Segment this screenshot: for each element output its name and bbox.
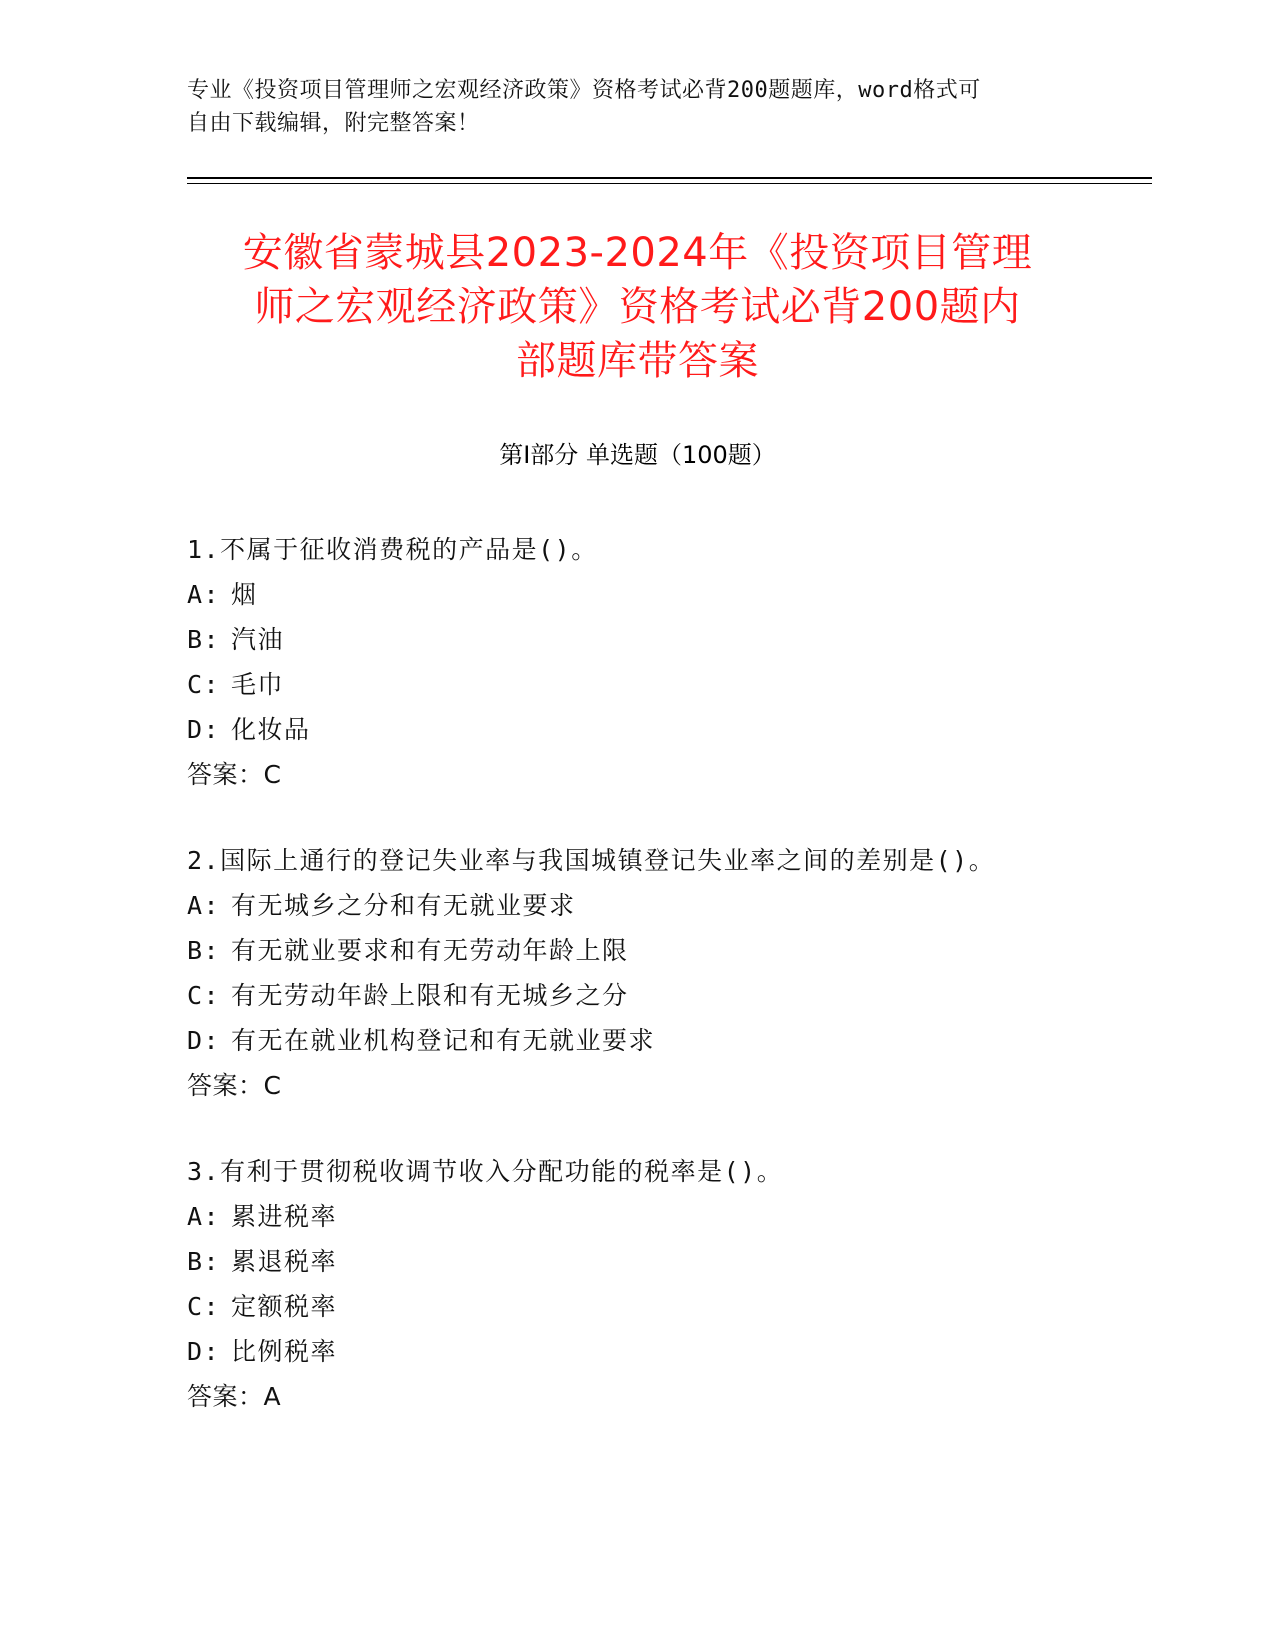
option-d — [187, 1018, 1147, 1063]
option-text: 比例税率 — [231, 1337, 338, 1366]
option-text: 累退税率 — [231, 1247, 338, 1276]
option-letter: D: — [187, 1026, 221, 1055]
option-b — [187, 1239, 1147, 1284]
option-letter: A: — [187, 580, 221, 609]
question-stem: 2.国际上通行的登记失业率与我国城镇登记失业率之间的差别是()。 — [187, 846, 996, 875]
option-b — [187, 617, 1147, 662]
header-divider-thin — [187, 183, 1152, 184]
option-letter: B: — [187, 1247, 221, 1276]
option-letter: C: — [187, 981, 221, 1010]
title-line-2: 师之宏观经济政策》资格考试必背200题内 — [254, 284, 1021, 330]
option-letter: A: — [187, 1202, 221, 1231]
header-note-line-2: 自由下载编辑，附完整答案！ — [187, 111, 480, 136]
option-letter: C: — [187, 1292, 221, 1321]
option-c — [187, 1284, 1147, 1329]
option-a — [187, 883, 1147, 928]
option-letter: D: — [187, 1337, 221, 1366]
option-letter: C: — [187, 670, 221, 699]
option-letter: D: — [187, 715, 221, 744]
section-heading: 第Ⅰ部分 单选题（100题） — [499, 441, 776, 469]
option-a — [187, 572, 1147, 617]
answer-line: 答案：C — [187, 1071, 282, 1100]
question-list — [187, 527, 1147, 1460]
question-stem: 1.不属于征收消费税的产品是()。 — [187, 535, 598, 564]
option-d — [187, 707, 1147, 752]
question-stem: 3.有利于贯彻税收调节收入分配功能的税率是()。 — [187, 1157, 784, 1186]
header-divider-thick — [187, 177, 1152, 179]
option-text: 有无在就业机构登记和有无就业要求 — [231, 1026, 656, 1055]
option-d — [187, 1329, 1147, 1374]
option-b — [187, 928, 1147, 973]
option-letter: B: — [187, 625, 221, 654]
option-text: 定额税率 — [231, 1292, 338, 1321]
option-letter: B: — [187, 936, 221, 965]
option-text: 汽油 — [231, 625, 285, 654]
option-text: 累进税率 — [231, 1202, 338, 1231]
question-2 — [187, 838, 1147, 1108]
question-3 — [187, 1149, 1147, 1419]
answer-line: 答案：A — [187, 1382, 282, 1411]
option-letter: A: — [187, 891, 221, 920]
document-header-note — [187, 74, 1067, 140]
option-text: 毛巾 — [231, 670, 285, 699]
title-line-3: 部题库带答案 — [516, 338, 759, 384]
header-note-line-1: 专业《投资项目管理师之宏观经济政策》资格考试必背200题题库，word格式可 — [187, 78, 981, 103]
question-1 — [187, 527, 1147, 797]
option-text: 烟 — [231, 580, 258, 609]
option-text: 有无城乡之分和有无就业要求 — [231, 891, 576, 920]
option-a — [187, 1194, 1147, 1239]
title-line-1: 安徽省蒙城县2023-2024年《投资项目管理 — [242, 230, 1033, 276]
option-text: 有无劳动年龄上限和有无城乡之分 — [231, 981, 629, 1010]
option-text: 有无就业要求和有无劳动年龄上限 — [231, 936, 629, 965]
option-c — [187, 662, 1147, 707]
option-text: 化妆品 — [231, 715, 311, 744]
answer-line: 答案：C — [187, 760, 282, 789]
option-c — [187, 973, 1147, 1018]
document-title — [180, 226, 1095, 388]
